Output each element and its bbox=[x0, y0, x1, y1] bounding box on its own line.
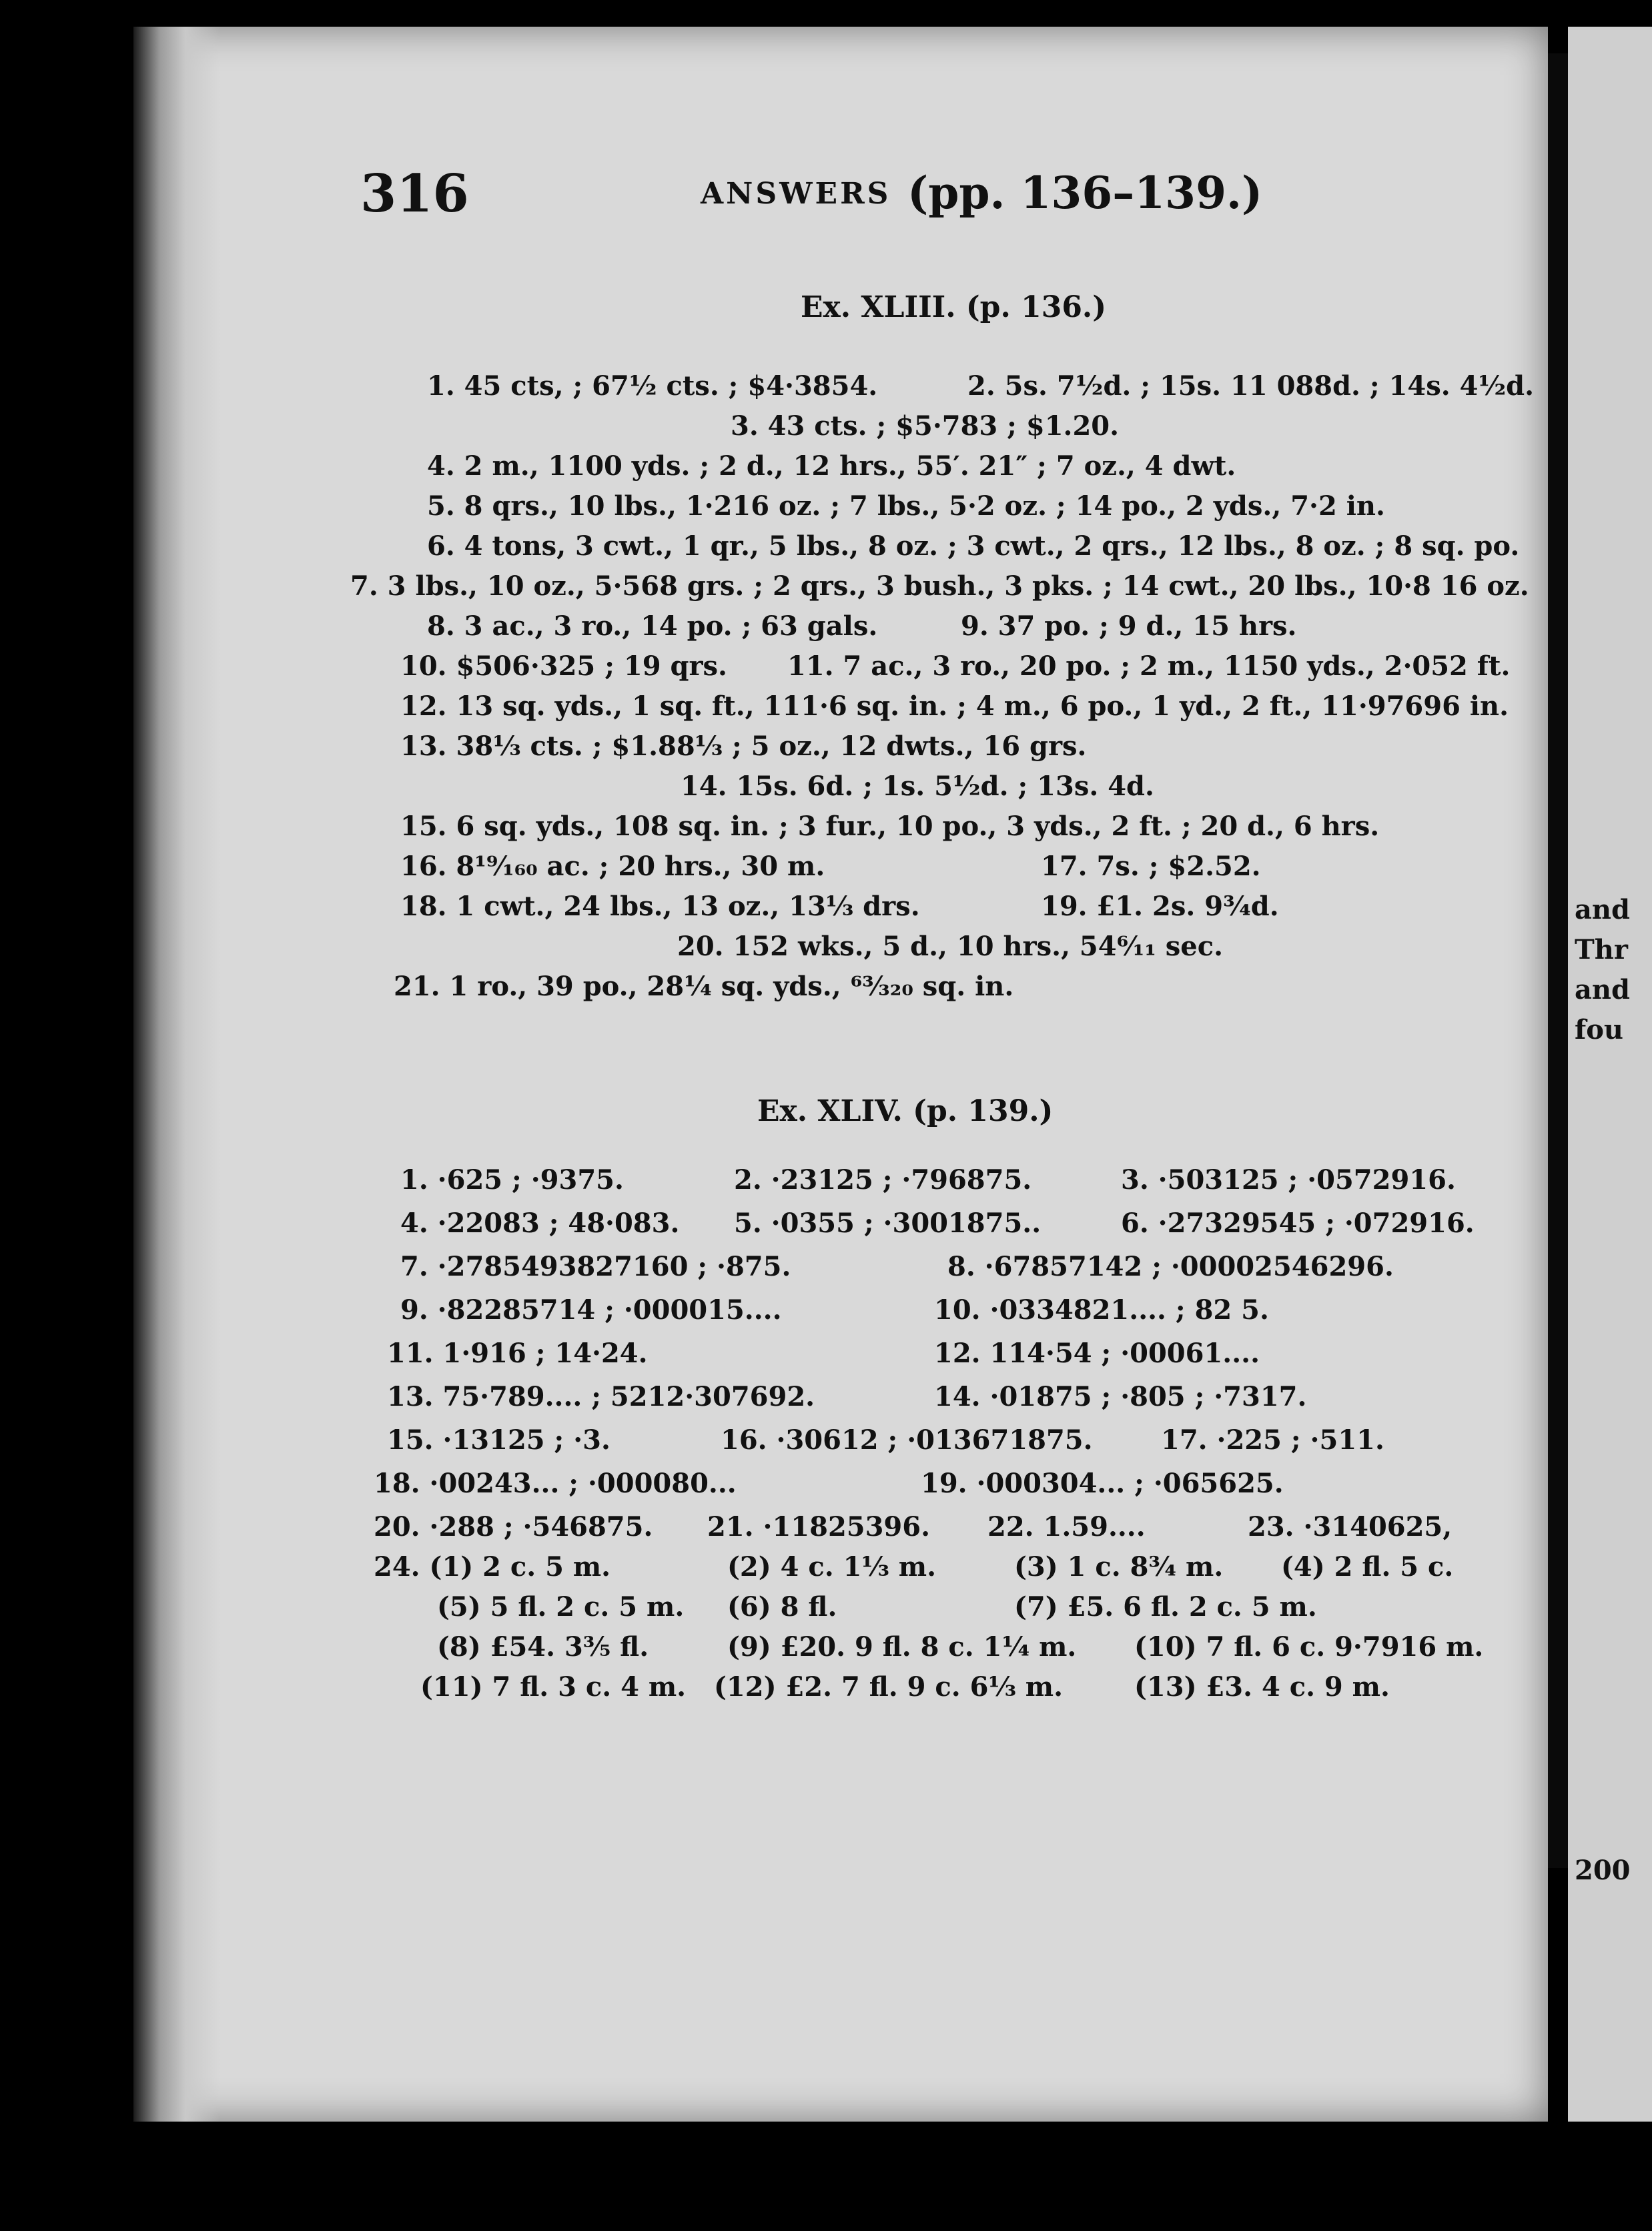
answer-line: 15. 6 sq. yds., 108 sq. in. ; 3 fur., 10 po., 3 yds., 2 ft. ; 20 d., 6 hrs. bbox=[400, 811, 1380, 842]
answer-line: 16. 8¹⁹⁄₁₆₀ ac. ; 20 hrs., 30 m. bbox=[400, 851, 825, 882]
answer-line: 11. 1·916 ; 14·24. bbox=[387, 1338, 648, 1369]
answer-line: (3) 1 c. 8¾ m. bbox=[1014, 1551, 1224, 1583]
facing-page-word: and bbox=[1575, 894, 1630, 925]
answer-line: 1. ·625 ; ·9375. bbox=[400, 1164, 624, 1196]
answer-line: 15. ·13125 ; ·3. bbox=[387, 1424, 610, 1456]
running-title: ANSWERS bbox=[701, 177, 891, 211]
section-title-ex43: Ex. XLIII. (p. 136.) bbox=[801, 290, 1107, 324]
answer-line: (9) £20. 9 fl. 8 c. 1¼ m. bbox=[727, 1631, 1077, 1663]
answer-line: 20. ·288 ; ·546875. bbox=[374, 1511, 653, 1542]
answer-line: 9. 37 po. ; 9 d., 15 hrs. bbox=[961, 610, 1297, 642]
answer-line: (12) £2. 7 fl. 9 c. 6⅓ m. bbox=[714, 1671, 1064, 1703]
answer-line: 21. 1 ro., 39 po., 28¼ sq. yds., ⁶³⁄₃₂₀ sq. in. bbox=[394, 971, 1014, 1002]
answer-line: 14. ·01875 ; ·805 ; ·7317. bbox=[934, 1381, 1307, 1412]
answer-line: 11. 7 ac., 3 ro., 20 po. ; 2 m., 1150 yds., 2·052 ft. bbox=[787, 650, 1511, 682]
facing-page-word: and bbox=[1575, 974, 1630, 1005]
answer-line: 13. 75·789.... ; 5212·307692. bbox=[387, 1381, 815, 1412]
answer-line: 12. 114·54 ; ·00061.... bbox=[934, 1338, 1260, 1369]
answer-line: 18. 1 cwt., 24 lbs., 13 oz., 13⅓ drs. bbox=[400, 891, 920, 922]
answer-line: 19. ·000304... ; ·065625. bbox=[921, 1468, 1284, 1499]
facing-page bbox=[1568, 27, 1652, 2122]
facing-page-word: Thr bbox=[1575, 934, 1628, 965]
answer-line: 10. ·0334821.... ; 82 5. bbox=[934, 1294, 1269, 1326]
answer-line: 8. ·67857142 ; ·00002546296. bbox=[947, 1251, 1394, 1282]
answer-line: (10) 7 fl. 6 c. 9·7916 m. bbox=[1134, 1631, 1484, 1663]
answer-line: (8) £54. 3⅗ fl. bbox=[437, 1631, 649, 1663]
facing-page-word: fou bbox=[1575, 1014, 1623, 1045]
answer-line: 16. ·30612 ; ·013671875. bbox=[721, 1424, 1093, 1456]
answer-line: 4. 2 m., 1100 yds. ; 2 d., 12 hrs., 55′. 21″ ; 7 oz., 4 dwt. bbox=[427, 450, 1236, 482]
answer-line: (2) 4 c. 1⅓ m. bbox=[727, 1551, 936, 1583]
answer-line: 5. 8 qrs., 10 lbs., 1·216 oz. ; 7 lbs., 5·2 oz. ; 14 po., 2 yds., 7·2 in. bbox=[427, 490, 1385, 522]
page-gutter bbox=[1548, 53, 1568, 1868]
answer-line: 20. 152 wks., 5 d., 10 hrs., 54⁶⁄₁₁ sec. bbox=[677, 931, 1224, 962]
answer-line: (4) 2 fl. 5 c. bbox=[1281, 1551, 1454, 1583]
answer-line: 4. ·22083 ; 48·083. bbox=[400, 1208, 680, 1239]
answer-line: 13. 38⅓ cts. ; $1.88⅓ ; 5 oz., 12 dwts., 16 grs. bbox=[400, 731, 1087, 762]
answer-line: 14. 15s. 6d. ; 1s. 5½d. ; 13s. 4d. bbox=[681, 771, 1154, 802]
answer-line: 22. 1.59.... bbox=[987, 1511, 1146, 1542]
answer-line: (5) 5 fl. 2 c. 5 m. bbox=[437, 1591, 685, 1623]
answer-line: (13) £3. 4 c. 9 m. bbox=[1134, 1671, 1390, 1703]
answer-line: (6) 8 fl. bbox=[727, 1591, 837, 1623]
section-title-ex44: Ex. XLIV. (p. 139.) bbox=[757, 1094, 1054, 1128]
answer-line: 8. 3 ac., 3 ro., 14 po. ; 63 gals. bbox=[427, 610, 878, 642]
answer-line: 10. $506·325 ; 19 qrs. bbox=[400, 650, 727, 682]
answer-line: 19. £1. 2s. 9¾d. bbox=[1041, 891, 1279, 922]
answer-line: (7) £5. 6 fl. 2 c. 5 m. bbox=[1014, 1591, 1317, 1623]
answer-line: 17. ·225 ; ·511. bbox=[1161, 1424, 1384, 1456]
answer-line: 7. ·2785493827160 ; ·875. bbox=[400, 1251, 791, 1282]
answer-line: 7. 3 lbs., 10 oz., 5·568 grs. ; 2 qrs., 3 bush., 3 pks. ; 14 cwt., 20 lbs., 10·8 16 oz. bbox=[350, 570, 1529, 602]
answer-line: 5. ·0355 ; ·3001875.. bbox=[734, 1208, 1042, 1239]
answer-line: (11) 7 fl. 3 c. 4 m. bbox=[420, 1671, 687, 1703]
answer-line: 6. 4 tons, 3 cwt., 1 qr., 5 lbs., 8 oz. ; 3 cwt., 2 qrs., 12 lbs., 8 oz. ; 8 sq. po. bbox=[427, 530, 1520, 562]
answer-line: 23. ·3140625, bbox=[1248, 1511, 1453, 1542]
answer-line: 9. ·82285714 ; ·000015.... bbox=[400, 1294, 782, 1326]
answer-line: 12. 13 sq. yds., 1 sq. ft., 111·6 sq. in. ; 4 m., 6 po., 1 yd., 2 ft., 11·97696 in. bbox=[400, 691, 1509, 722]
answer-line: 3. 43 cts. ; $5·783 ; $1.20. bbox=[731, 410, 1120, 442]
answer-line: 21. ·11825396. bbox=[707, 1511, 931, 1542]
answer-line: 18. ·00243... ; ·000080... bbox=[374, 1468, 737, 1499]
book-page bbox=[133, 27, 1548, 2122]
answer-line: 6. ·27329545 ; ·072916. bbox=[1121, 1208, 1475, 1239]
answer-line: 2. ·23125 ; ·796875. bbox=[734, 1164, 1032, 1196]
answer-line: 2. 5s. 7½d. ; 15s. 11 088d. ; 14s. 4½d. bbox=[967, 370, 1535, 402]
answer-line: 24. (1) 2 c. 5 m. bbox=[374, 1551, 611, 1583]
facing-page-word: 200 bbox=[1575, 1855, 1631, 1886]
answer-line: 3. ·503125 ; ·0572916. bbox=[1121, 1164, 1456, 1196]
answer-line: 17. 7s. ; $2.52. bbox=[1041, 851, 1261, 882]
running-pages: (pp. 136–139.) bbox=[907, 167, 1263, 219]
answer-line: 1. 45 cts, ; 67½ cts. ; $4·3854. bbox=[427, 370, 878, 402]
page-number: 316 bbox=[360, 163, 469, 224]
